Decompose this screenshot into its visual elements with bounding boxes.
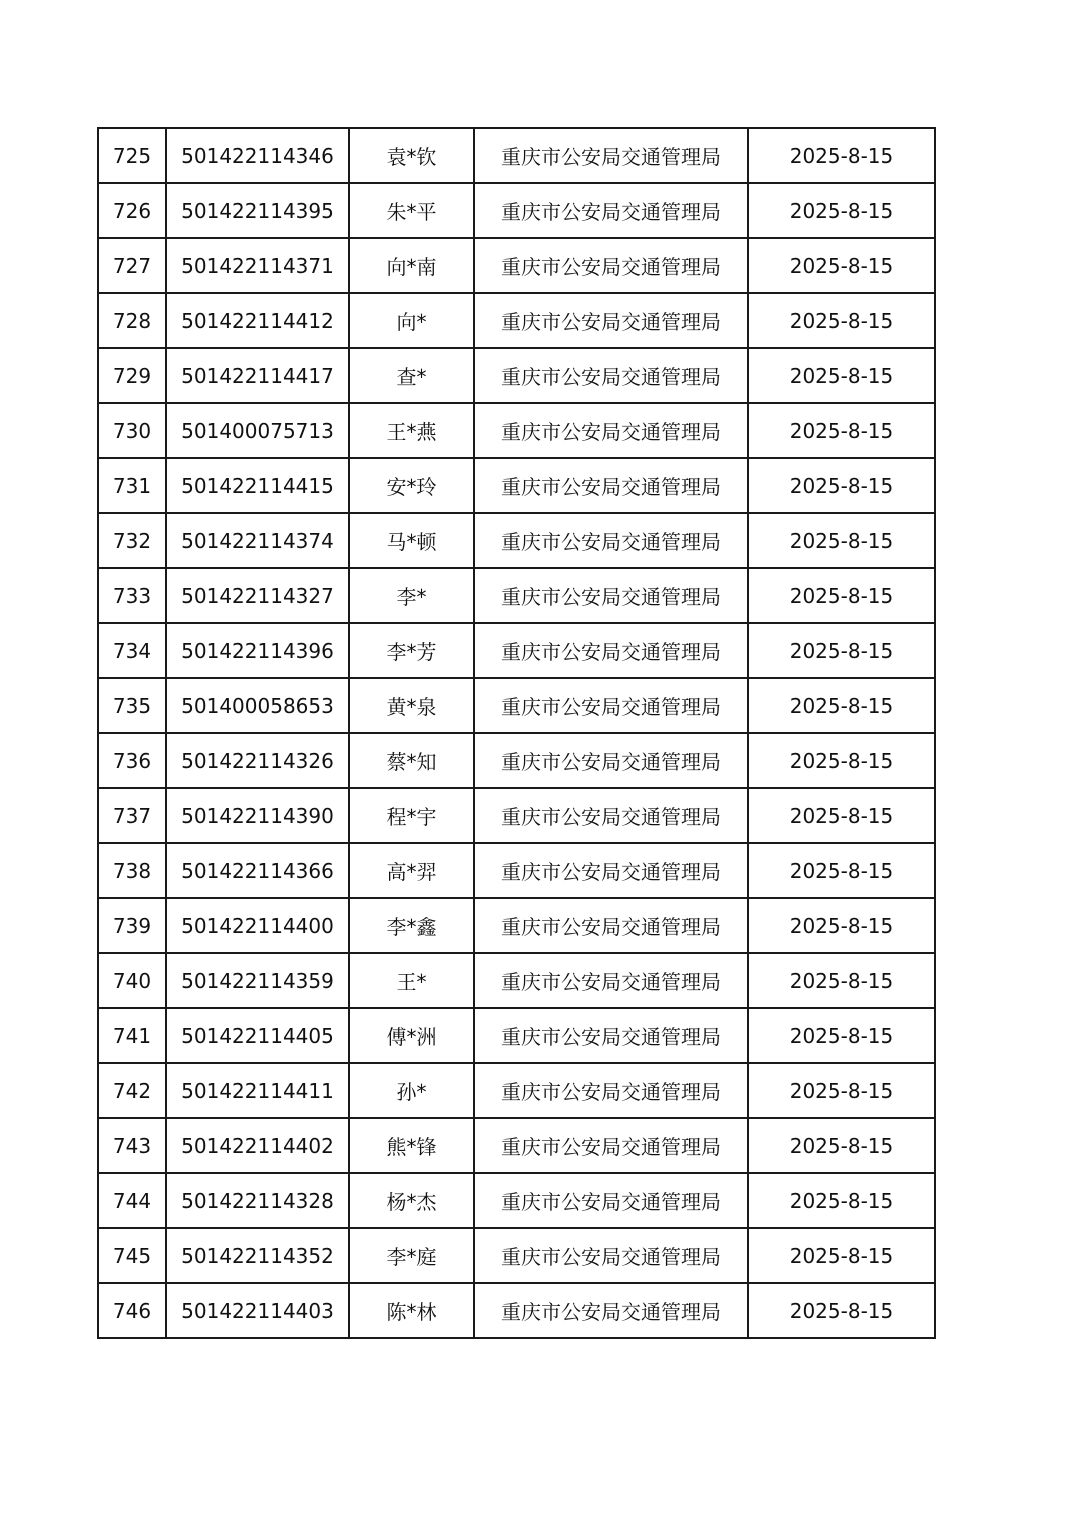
record-id-cell: 501422114411 bbox=[166, 1063, 349, 1118]
person-name-cell: 向*南 bbox=[349, 238, 474, 293]
table-row bbox=[98, 1228, 935, 1283]
date-cell: 2025-8-15 bbox=[748, 1063, 935, 1118]
row-number-cell: 743 bbox=[98, 1118, 166, 1173]
issuing-authority-cell: 重庆市公安局交通管理局 bbox=[474, 843, 748, 898]
issuing-authority-cell: 重庆市公安局交通管理局 bbox=[474, 348, 748, 403]
date-cell: 2025-8-15 bbox=[748, 128, 935, 183]
issuing-authority-cell: 重庆市公安局交通管理局 bbox=[474, 513, 748, 568]
row-number-cell: 737 bbox=[98, 788, 166, 843]
record-id-cell: 501422114374 bbox=[166, 513, 349, 568]
date-cell: 2025-8-15 bbox=[748, 1173, 935, 1228]
row-number-cell: 739 bbox=[98, 898, 166, 953]
issuing-authority-cell: 重庆市公安局交通管理局 bbox=[474, 128, 748, 183]
issuing-authority-cell: 重庆市公安局交通管理局 bbox=[474, 1118, 748, 1173]
table-row bbox=[98, 623, 935, 678]
date-cell: 2025-8-15 bbox=[748, 678, 935, 733]
person-name-cell: 王* bbox=[349, 953, 474, 1008]
table-row bbox=[98, 898, 935, 953]
date-cell: 2025-8-15 bbox=[748, 293, 935, 348]
row-number-cell: 745 bbox=[98, 1228, 166, 1283]
table-row bbox=[98, 348, 935, 403]
row-number-cell: 731 bbox=[98, 458, 166, 513]
table-row bbox=[98, 788, 935, 843]
row-number-cell: 735 bbox=[98, 678, 166, 733]
table-row bbox=[98, 568, 935, 623]
table-row bbox=[98, 513, 935, 568]
issuing-authority-cell: 重庆市公安局交通管理局 bbox=[474, 788, 748, 843]
record-id-cell: 501422114402 bbox=[166, 1118, 349, 1173]
date-cell: 2025-8-15 bbox=[748, 1283, 935, 1338]
issuing-authority-cell: 重庆市公安局交通管理局 bbox=[474, 403, 748, 458]
row-number-cell: 741 bbox=[98, 1008, 166, 1063]
date-cell: 2025-8-15 bbox=[748, 788, 935, 843]
date-cell: 2025-8-15 bbox=[748, 403, 935, 458]
issuing-authority-cell: 重庆市公安局交通管理局 bbox=[474, 238, 748, 293]
record-id-cell: 501422114417 bbox=[166, 348, 349, 403]
date-cell: 2025-8-15 bbox=[748, 1118, 935, 1173]
records-table-body bbox=[98, 128, 935, 1338]
date-cell: 2025-8-15 bbox=[748, 568, 935, 623]
date-cell: 2025-8-15 bbox=[748, 623, 935, 678]
row-number-cell: 726 bbox=[98, 183, 166, 238]
record-id-cell: 501422114328 bbox=[166, 1173, 349, 1228]
person-name-cell: 安*玲 bbox=[349, 458, 474, 513]
issuing-authority-cell: 重庆市公安局交通管理局 bbox=[474, 1008, 748, 1063]
row-number-cell: 730 bbox=[98, 403, 166, 458]
date-cell: 2025-8-15 bbox=[748, 183, 935, 238]
person-name-cell: 黄*泉 bbox=[349, 678, 474, 733]
row-number-cell: 733 bbox=[98, 568, 166, 623]
person-name-cell: 李*鑫 bbox=[349, 898, 474, 953]
table-row bbox=[98, 403, 935, 458]
person-name-cell: 高*羿 bbox=[349, 843, 474, 898]
date-cell: 2025-8-15 bbox=[748, 348, 935, 403]
person-name-cell: 熊*锋 bbox=[349, 1118, 474, 1173]
row-number-cell: 727 bbox=[98, 238, 166, 293]
record-id-cell: 501422114412 bbox=[166, 293, 349, 348]
record-id-cell: 501422114400 bbox=[166, 898, 349, 953]
table-row bbox=[98, 953, 935, 1008]
issuing-authority-cell: 重庆市公安局交通管理局 bbox=[474, 293, 748, 348]
person-name-cell: 傅*洲 bbox=[349, 1008, 474, 1063]
record-id-cell: 501400075713 bbox=[166, 403, 349, 458]
person-name-cell: 李*庭 bbox=[349, 1228, 474, 1283]
record-id-cell: 501422114390 bbox=[166, 788, 349, 843]
row-number-cell: 725 bbox=[98, 128, 166, 183]
person-name-cell: 程*宇 bbox=[349, 788, 474, 843]
record-id-cell: 501422114415 bbox=[166, 458, 349, 513]
table-row bbox=[98, 733, 935, 788]
person-name-cell: 李*芳 bbox=[349, 623, 474, 678]
person-name-cell: 袁*钦 bbox=[349, 128, 474, 183]
table-row bbox=[98, 1173, 935, 1228]
date-cell: 2025-8-15 bbox=[748, 843, 935, 898]
record-id-cell: 501422114395 bbox=[166, 183, 349, 238]
table-row bbox=[98, 1008, 935, 1063]
row-number-cell: 744 bbox=[98, 1173, 166, 1228]
person-name-cell: 杨*杰 bbox=[349, 1173, 474, 1228]
row-number-cell: 732 bbox=[98, 513, 166, 568]
row-number-cell: 728 bbox=[98, 293, 166, 348]
date-cell: 2025-8-15 bbox=[748, 1008, 935, 1063]
date-cell: 2025-8-15 bbox=[748, 953, 935, 1008]
person-name-cell: 查* bbox=[349, 348, 474, 403]
person-name-cell: 李* bbox=[349, 568, 474, 623]
record-id-cell: 501422114352 bbox=[166, 1228, 349, 1283]
row-number-cell: 736 bbox=[98, 733, 166, 788]
record-id-cell: 501400058653 bbox=[166, 678, 349, 733]
row-number-cell: 738 bbox=[98, 843, 166, 898]
table-row bbox=[98, 678, 935, 733]
issuing-authority-cell: 重庆市公安局交通管理局 bbox=[474, 678, 748, 733]
issuing-authority-cell: 重庆市公安局交通管理局 bbox=[474, 1228, 748, 1283]
issuing-authority-cell: 重庆市公安局交通管理局 bbox=[474, 898, 748, 953]
issuing-authority-cell: 重庆市公安局交通管理局 bbox=[474, 1283, 748, 1338]
table-row bbox=[98, 183, 935, 238]
issuing-authority-cell: 重庆市公安局交通管理局 bbox=[474, 458, 748, 513]
row-number-cell: 742 bbox=[98, 1063, 166, 1118]
issuing-authority-cell: 重庆市公安局交通管理局 bbox=[474, 183, 748, 238]
issuing-authority-cell: 重庆市公安局交通管理局 bbox=[474, 568, 748, 623]
issuing-authority-cell: 重庆市公安局交通管理局 bbox=[474, 1173, 748, 1228]
record-id-cell: 501422114371 bbox=[166, 238, 349, 293]
date-cell: 2025-8-15 bbox=[748, 1228, 935, 1283]
table-row bbox=[98, 458, 935, 513]
table-row bbox=[98, 1063, 935, 1118]
table-row bbox=[98, 293, 935, 348]
table-row bbox=[98, 1118, 935, 1173]
record-id-cell: 501422114346 bbox=[166, 128, 349, 183]
issuing-authority-cell: 重庆市公安局交通管理局 bbox=[474, 953, 748, 1008]
person-name-cell: 向* bbox=[349, 293, 474, 348]
date-cell: 2025-8-15 bbox=[748, 238, 935, 293]
record-id-cell: 501422114396 bbox=[166, 623, 349, 678]
issuing-authority-cell: 重庆市公安局交通管理局 bbox=[474, 733, 748, 788]
date-cell: 2025-8-15 bbox=[748, 733, 935, 788]
date-cell: 2025-8-15 bbox=[748, 458, 935, 513]
person-name-cell: 陈*林 bbox=[349, 1283, 474, 1338]
record-id-cell: 501422114326 bbox=[166, 733, 349, 788]
person-name-cell: 马*顿 bbox=[349, 513, 474, 568]
record-id-cell: 501422114405 bbox=[166, 1008, 349, 1063]
issuing-authority-cell: 重庆市公安局交通管理局 bbox=[474, 1063, 748, 1118]
table-row bbox=[98, 843, 935, 898]
record-id-cell: 501422114327 bbox=[166, 568, 349, 623]
date-cell: 2025-8-15 bbox=[748, 898, 935, 953]
row-number-cell: 746 bbox=[98, 1283, 166, 1338]
table-row bbox=[98, 238, 935, 293]
issuing-authority-cell: 重庆市公安局交通管理局 bbox=[474, 623, 748, 678]
records-table bbox=[97, 127, 936, 1339]
person-name-cell: 朱*平 bbox=[349, 183, 474, 238]
record-id-cell: 501422114403 bbox=[166, 1283, 349, 1338]
record-id-cell: 501422114366 bbox=[166, 843, 349, 898]
row-number-cell: 740 bbox=[98, 953, 166, 1008]
table-row bbox=[98, 1283, 935, 1338]
person-name-cell: 王*燕 bbox=[349, 403, 474, 458]
table-row bbox=[98, 128, 935, 183]
person-name-cell: 孙* bbox=[349, 1063, 474, 1118]
row-number-cell: 729 bbox=[98, 348, 166, 403]
date-cell: 2025-8-15 bbox=[748, 513, 935, 568]
row-number-cell: 734 bbox=[98, 623, 166, 678]
record-id-cell: 501422114359 bbox=[166, 953, 349, 1008]
person-name-cell: 蔡*知 bbox=[349, 733, 474, 788]
